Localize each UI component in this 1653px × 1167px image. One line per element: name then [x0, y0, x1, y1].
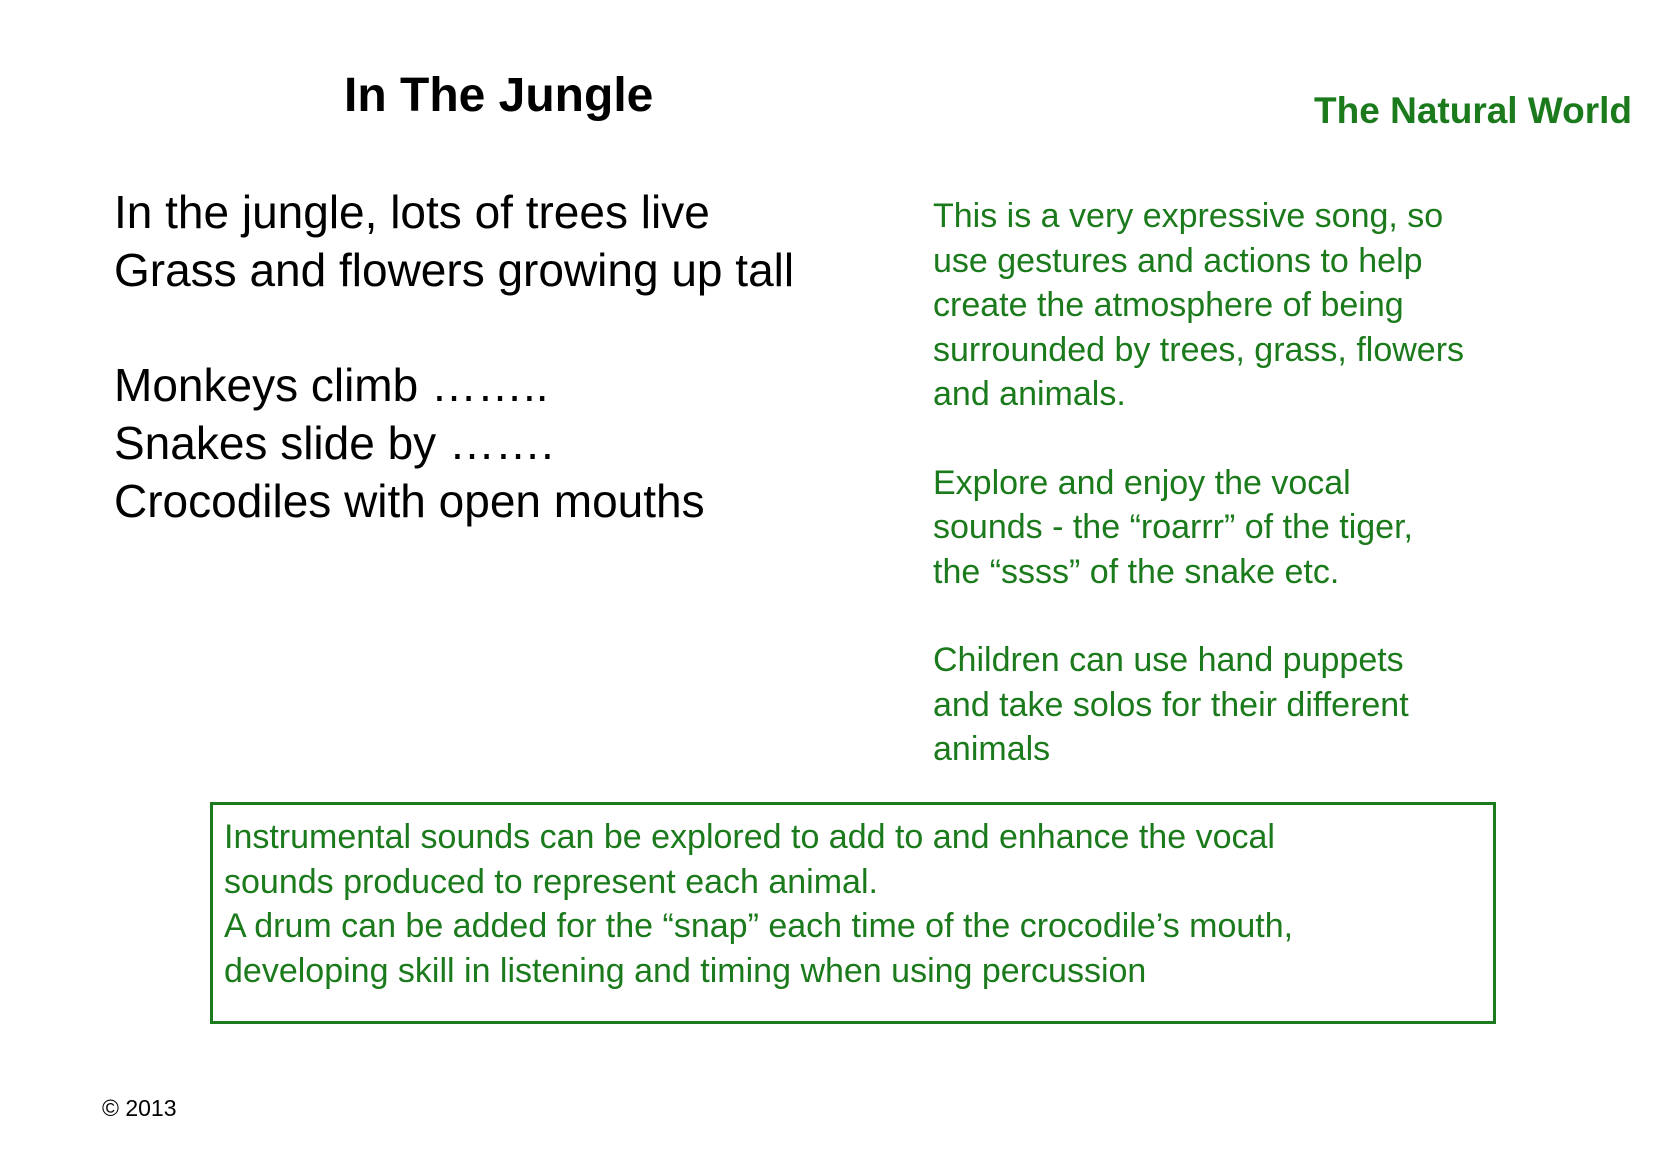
- song-lyrics: [114, 183, 874, 587]
- note-line: and take solos for their different: [933, 685, 1409, 724]
- instrumental-tip-box: [210, 802, 1496, 1024]
- note-line: Explore and enjoy the vocal: [933, 463, 1351, 502]
- note-line: create the atmosphere of being: [933, 286, 1404, 324]
- page-title: In The Jungle: [344, 69, 654, 122]
- note-line: and animals.: [933, 375, 1126, 413]
- note-line: This is a very expressive song, so: [933, 197, 1444, 235]
- note-paragraph-2: [933, 461, 1633, 595]
- tip-line: Instrumental sounds can be explored to add to and enhance the vocal: [224, 818, 1275, 856]
- note-line: animals: [933, 730, 1051, 768]
- lyrics-verse-2: [114, 356, 874, 530]
- note-line: Children can use hand puppets: [933, 641, 1404, 679]
- copyright-notice: © 2013: [102, 1095, 177, 1121]
- tip-line: developing skill in listening and timing when using percussion: [224, 951, 1147, 990]
- note-line: the “ssss” of the snake etc.: [933, 552, 1340, 591]
- section-heading: The Natural World: [1314, 90, 1632, 131]
- lyric-line: Grass and flowers growing up tall: [114, 244, 795, 296]
- tip-line: sounds produced to represent each animal.: [224, 862, 878, 901]
- lyric-line: Snakes slide by …….: [114, 417, 554, 469]
- teaching-notes: [933, 194, 1633, 816]
- lyric-line: Crocodiles with open mouths: [114, 475, 705, 527]
- lyric-line: Monkeys climb ……..: [114, 359, 549, 411]
- tip-line: A drum can be added for the “snap” each time of the crocodile’s mouth,: [224, 907, 1294, 945]
- note-line: use gestures and actions to help: [933, 241, 1423, 280]
- note-paragraph-3: [933, 638, 1633, 772]
- note-line: sounds - the “roarrr” of the tiger,: [933, 508, 1413, 546]
- lyrics-verse-1: [114, 183, 874, 299]
- note-line: surrounded by trees, grass, flowers: [933, 330, 1465, 369]
- note-paragraph-1: [933, 194, 1633, 417]
- lyric-line: In the jungle, lots of trees live: [114, 186, 710, 238]
